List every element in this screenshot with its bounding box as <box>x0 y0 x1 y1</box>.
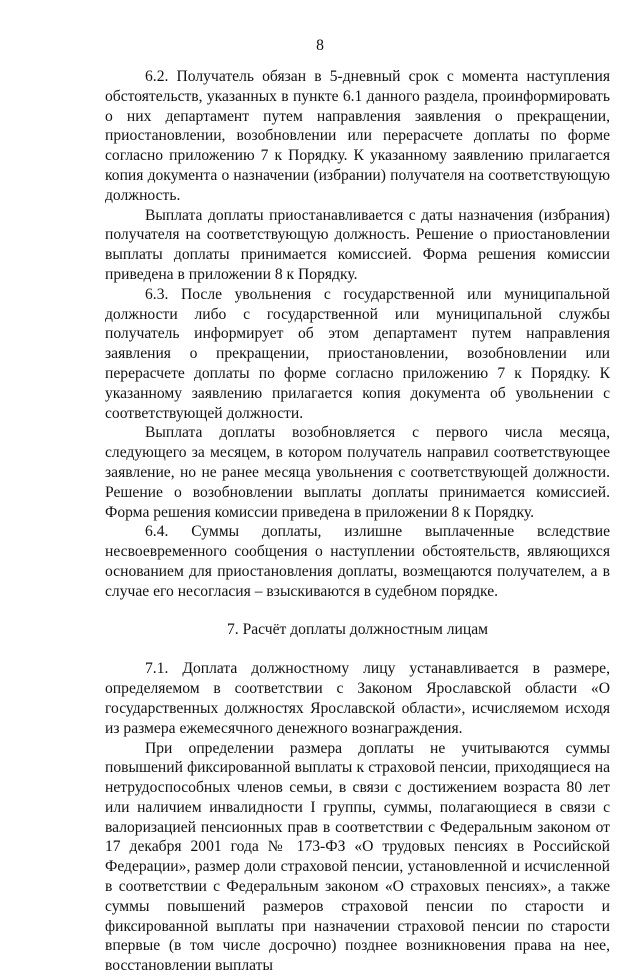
paragraph-6-3: 6.3. После увольнения с государственной или муниципальной должности либо с государственной или муниципальной службы получатель информирует об этом департамент путем направления заявления о прекращении, приостановлении, возобновлении или перерасчете доплаты по форме согласно приложению 7 к Порядку. К указанному заявлению прилагается копия документа об увольнении с соответствующей должности. <box>105 285 610 424</box>
paragraph-7-1: 7.1. Доплата должностному лицу устанавливается в размере, определяемом в соответствии с Законом Ярославской области «О государственных должностях Ярославской области», исчисляемом исходя из размера ежемесячного денежного вознаграждения. <box>105 659 610 738</box>
document-body <box>105 67 610 976</box>
paragraph-6-2: 6.2. Получатель обязан в 5-дневный срок с момента наступления обстоятельств, указанных в пункте 6.1 данного раздела, проинформировать о них департамент путем направления заявления о прекращении, приостановлении, возобновлении или перерасчете доплаты по форме согласно приложению 7 к Порядку. К указанному заявлению прилагается копия документа о назначении (избрании) получателя на соответствующую должность. <box>105 67 610 206</box>
paragraph-resumption: Выплата доплаты возобновляется с первого числа месяца, следующего за месяцем, в котором получатель направил соответствующее заявление, но не ранее месяца увольнения с соответствующей должности. Решение о возобновлении выплаты доплаты принимается комиссией. Форма решения комиссии приведена в приложении 8 к Порядку. <box>105 423 610 522</box>
section-heading: 7. Расчёт доплаты должностным лицам <box>105 620 610 640</box>
paragraph-6-4: 6.4. Суммы доплаты, излишне выплаченные вследствие несвоевременного сообщения о наступлении обстоятельств, являющихся основанием для приостановления доплаты, возмещаются получателем, а в случае его несогласия – взыскиваются в судебном порядке. <box>105 522 610 601</box>
paragraph-suspension: Выплата доплаты приостанавливается с даты назначения (избрания) получателя на соответствующую должность. Решение о приостановлении выплаты доплаты принимается комиссией. Форма решения комиссии приведена в приложении 8 к Порядку. <box>105 206 610 285</box>
page-number: 8 <box>0 36 640 56</box>
paragraph-exclusions: При определении размера доплаты не учитываются суммы повышений фиксированной выплаты к страховой пенсии, приходящиеся на нетрудоспособных членов семьи, в связи с достижением возраста 80 лет или наличием инвалидности I группы, суммы, полагающиеся в связи с валоризацией пенсионных прав в соответствии с Федеральным законом от 17 декабря 2001 года № 173-ФЗ «О трудовых пенсиях в Российской Федерации», размер доли страховой пенсии, установленной и исчисленной в соответствии с Федеральным законом «О страховых пенсиях», а также суммы повышений размеров страховой пенсии по старости и фиксированной выплаты при назначении страховой пенсии по старости впервые (в том числе досрочно) позднее возникновения права на нее, восстановлении выплаты <box>105 739 610 976</box>
